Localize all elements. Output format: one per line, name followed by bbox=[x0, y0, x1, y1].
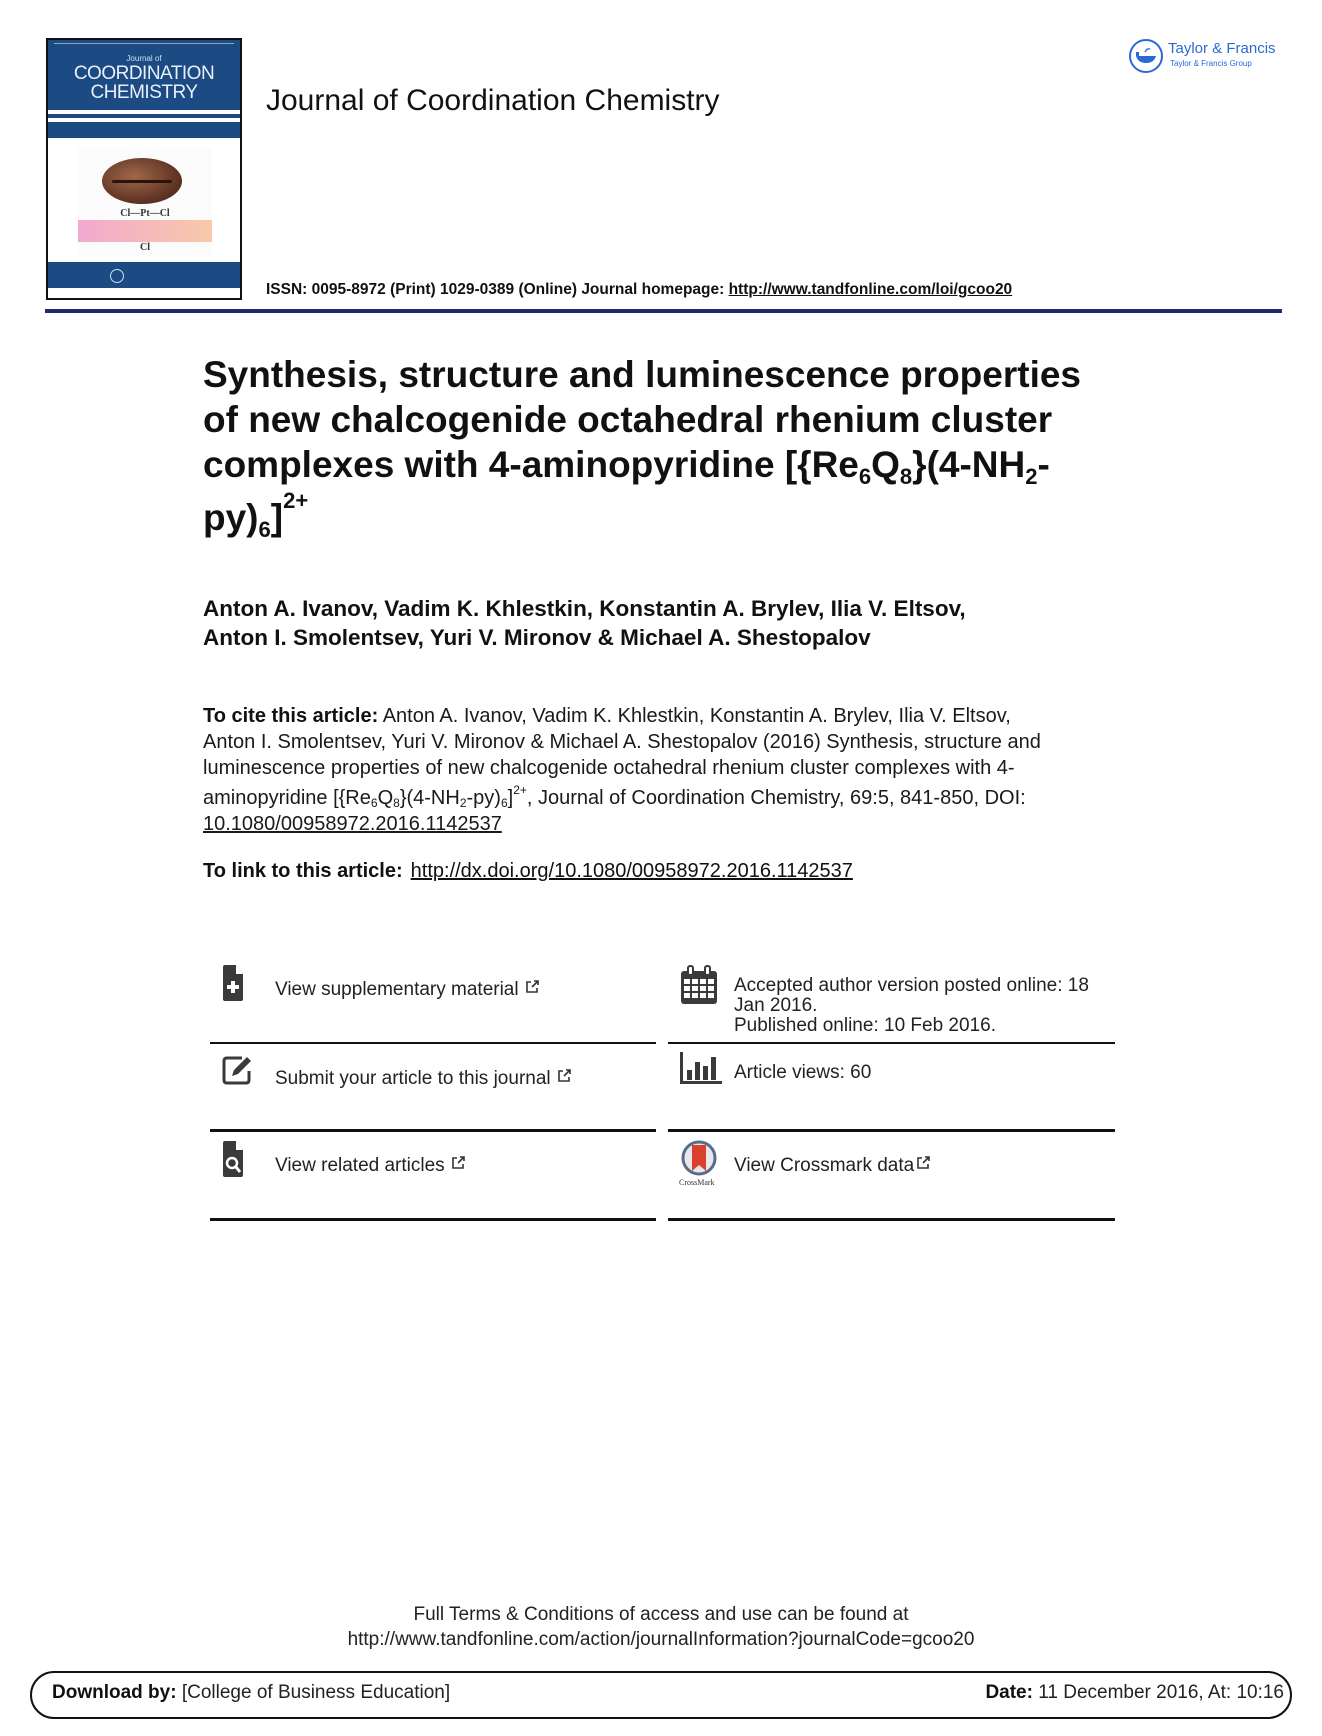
related-label bbox=[275, 1155, 465, 1176]
cite-text: , Journal of Coordination Chemistry, 69:5, 841-850, DOI: bbox=[526, 787, 1026, 809]
download-value: [College of Business Education] bbox=[176, 1682, 451, 1703]
download-date bbox=[985, 1682, 1284, 1704]
views-label: Article views: 60 bbox=[734, 1062, 872, 1083]
subscript: 2 bbox=[459, 796, 467, 810]
cite-text: ] bbox=[507, 787, 514, 809]
download-label: Download by: bbox=[52, 1682, 177, 1703]
title-text: complexes with 4-aminopyridine [{Re bbox=[203, 444, 859, 485]
cite-text: aminopyridine [{Re bbox=[203, 787, 371, 809]
cite-line-2: Anton I. Smolentsev, Yuri V. Mironov & Michael A. Shestopalov (2016) Synthesis, structure and bbox=[203, 731, 1041, 753]
accepted-date-line1: Accepted author version posted online: 18 bbox=[734, 975, 1089, 996]
subscript: 6 bbox=[370, 796, 378, 810]
view-related-articles-link[interactable] bbox=[210, 1136, 656, 1216]
subscript: 6 bbox=[258, 517, 271, 542]
authors-line-2: Anton I. Smolentsev, Yuri V. Mironov & Michael A. Shestopalov bbox=[203, 625, 871, 650]
cover-gradient-strip bbox=[78, 220, 212, 242]
cite-line-1 bbox=[203, 703, 1133, 729]
accepted-date-line2: Jan 2016. bbox=[734, 995, 818, 1016]
cite-text: Anton A. Ivanov, Vadim K. Khlestkin, Konstantin A. Brylev, Ilia V. Eltsov, bbox=[378, 705, 1011, 727]
cover-issn-strip bbox=[54, 43, 234, 47]
terms-notice bbox=[0, 1602, 1322, 1652]
submit-article-link[interactable] bbox=[210, 1048, 656, 1128]
external-link-icon bbox=[525, 980, 539, 994]
cover-title-line1: COORDINATION bbox=[73, 63, 215, 84]
cover-artwork bbox=[78, 148, 212, 256]
cover-title-line2: CHEMISTRY bbox=[90, 82, 198, 103]
external-link-icon bbox=[451, 1156, 465, 1170]
publication-dates bbox=[668, 960, 1115, 1040]
label-text: Submit your article to this journal bbox=[275, 1068, 551, 1089]
divider bbox=[668, 1129, 1115, 1132]
publisher-group: Taylor & Francis Group bbox=[1170, 59, 1252, 68]
file-search-icon bbox=[222, 1140, 244, 1178]
divider bbox=[668, 1218, 1115, 1221]
superscript: 2+ bbox=[513, 783, 527, 797]
divider bbox=[210, 1218, 656, 1221]
date-label: Date: bbox=[985, 1682, 1033, 1703]
cite-line-5 bbox=[203, 811, 1133, 837]
cite-doi-link[interactable]: 10.1080/00958972.2016.1142537 bbox=[203, 813, 502, 835]
title-line-2: of new chalcogenide octahedral rhenium cluster bbox=[203, 399, 1053, 440]
submit-label bbox=[275, 1068, 571, 1089]
subscript: 8 bbox=[899, 464, 913, 489]
crossmark-label bbox=[734, 1155, 930, 1176]
dates-text bbox=[734, 976, 1089, 1036]
cite-text: }(4-NH bbox=[399, 787, 460, 809]
crossmark-caption: CrossMark bbox=[679, 1178, 715, 1187]
external-link-icon bbox=[916, 1156, 930, 1170]
title-text: - bbox=[1037, 444, 1050, 485]
link-label: To link to this article: bbox=[203, 860, 403, 882]
view-supplementary-link[interactable] bbox=[210, 960, 656, 1040]
cover-stripe bbox=[48, 114, 240, 118]
subscript: 6 bbox=[858, 464, 872, 489]
taylor-francis-logo-icon bbox=[1128, 38, 1164, 74]
title-text: Q bbox=[871, 444, 900, 485]
citation-block bbox=[203, 703, 1133, 837]
cite-label: To cite this article: bbox=[203, 705, 379, 727]
cite-text: -py) bbox=[466, 787, 501, 809]
edit-icon bbox=[222, 1054, 258, 1086]
cover-footer-band bbox=[48, 262, 240, 288]
cover-molecule-top: Cl—Pt—Cl bbox=[120, 208, 170, 219]
crossmark-icon bbox=[681, 1140, 717, 1176]
label-text: View Crossmark data bbox=[734, 1155, 915, 1176]
calendar-icon bbox=[680, 965, 718, 1005]
journal-homepage-link[interactable]: http://www.tandfonline.com/loi/gcoo20 bbox=[728, 281, 1013, 298]
publisher-name: Taylor & Francis bbox=[1168, 40, 1276, 57]
subscript: 2 bbox=[1025, 464, 1038, 489]
cover-publisher-logo-icon bbox=[110, 269, 124, 283]
cover-molecule-bottom: Cl bbox=[140, 242, 150, 253]
file-plus-icon bbox=[222, 964, 244, 1002]
terms-link[interactable]: http://www.tandfonline.com/action/journalInformation?journalCode=gcoo20 bbox=[347, 1629, 975, 1650]
divider bbox=[210, 1129, 656, 1132]
homepage-label: Journal homepage: bbox=[581, 281, 729, 298]
divider bbox=[668, 1042, 1115, 1044]
issn-line bbox=[266, 281, 1012, 299]
authors-line-1: Anton A. Ivanov, Vadim K. Khlestkin, Konstantin A. Brylev, Ilia V. Eltsov, bbox=[203, 596, 966, 621]
label-text: View supplementary material bbox=[275, 979, 519, 1000]
article-doi-link[interactable]: http://dx.doi.org/10.1080/00958972.2016.1142537 bbox=[410, 860, 853, 882]
external-link-icon bbox=[557, 1069, 571, 1083]
title-text: py) bbox=[203, 497, 259, 538]
cover-header-band bbox=[48, 40, 240, 110]
published-date: Published online: 10 Feb 2016. bbox=[734, 1015, 996, 1036]
supplementary-label bbox=[275, 979, 539, 1000]
date-value: 11 December 2016, At: 10:16 bbox=[1032, 1682, 1284, 1703]
download-by bbox=[52, 1682, 450, 1704]
superscript: 2+ bbox=[283, 488, 309, 513]
article-link-line bbox=[203, 860, 853, 883]
cite-line-3: luminescence properties of new chalcogenide octahedral rhenium cluster complexes with 4- bbox=[203, 757, 1015, 779]
issn-text: ISSN: 0095-8972 (Print) 1029-0389 (Online) bbox=[266, 281, 582, 298]
article-views bbox=[668, 1048, 1115, 1128]
header-rule bbox=[45, 309, 1282, 313]
terms-line-1: Full Terms & Conditions of access and use can be found at bbox=[413, 1604, 909, 1625]
cite-text: Q bbox=[377, 787, 394, 809]
article-title bbox=[203, 352, 1123, 540]
subscript: 8 bbox=[393, 796, 400, 810]
bar-chart-icon bbox=[680, 1052, 722, 1084]
subscript: 6 bbox=[500, 796, 508, 810]
title-text: ] bbox=[270, 497, 284, 538]
title-line-1: Synthesis, structure and luminescence properties bbox=[203, 354, 1082, 395]
title-line-3 bbox=[203, 442, 1123, 487]
cover-journal-of: Journal of bbox=[126, 54, 162, 63]
cite-line-4 bbox=[203, 785, 1133, 811]
view-crossmark-link[interactable] bbox=[668, 1136, 1115, 1216]
coffee-bean-graphic bbox=[102, 158, 182, 204]
author-list bbox=[203, 594, 1103, 652]
journal-cover-image bbox=[46, 38, 242, 300]
divider bbox=[210, 1042, 656, 1044]
cover-editor-band bbox=[48, 122, 240, 138]
journal-title: Journal of Coordination Chemistry bbox=[266, 84, 720, 117]
cover-title bbox=[48, 64, 240, 102]
title-line-4 bbox=[203, 488, 1123, 542]
label-text: View related articles bbox=[275, 1155, 445, 1176]
title-text: }(4-NH bbox=[912, 444, 1026, 485]
